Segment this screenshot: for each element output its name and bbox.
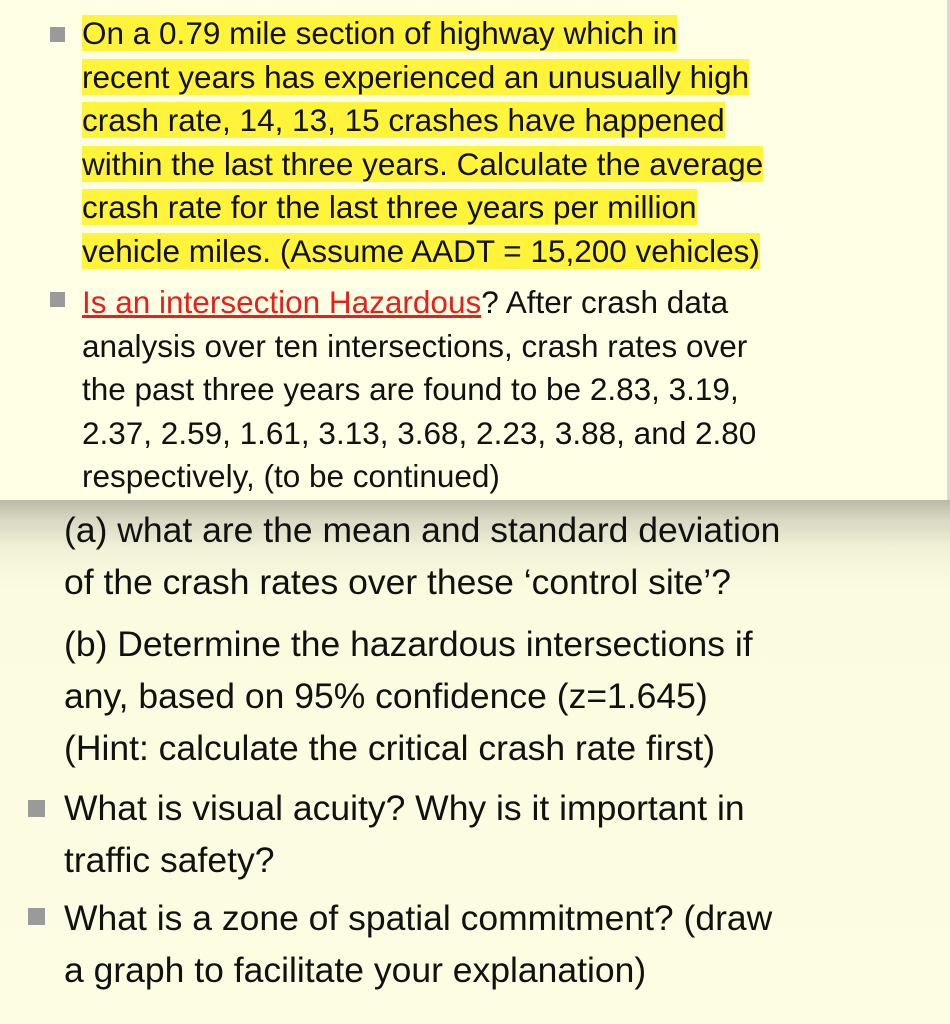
- bullet-square-icon: [50, 27, 65, 42]
- text-fragment: ? After crash data: [481, 284, 729, 320]
- sub-question-a: [64, 504, 780, 608]
- hazardous-intersection-link[interactable]: Is an intersection Hazardous: [82, 284, 482, 320]
- highlighted-line: On a 0.79 mile section of highway which in: [82, 15, 678, 51]
- highlighted-line: crash rate for the last three years per million: [82, 189, 697, 225]
- highlighted-line: recent years has experienced an unusually high: [82, 58, 750, 95]
- text-line: What is visual acuity? Why is it important in: [64, 788, 745, 828]
- question-visual-acuity: [64, 782, 745, 886]
- text-line: the past three years are found to be 2.83, 3.19,: [82, 371, 739, 407]
- bullet-square-icon: [28, 908, 45, 925]
- text-line: (b) Determine the hazardous intersections if: [64, 624, 753, 664]
- highlighted-line: vehicle miles. (Assume AADT = 15,200 vehicles): [82, 232, 760, 269]
- text-line: respectively, (to be continued): [82, 458, 500, 494]
- highlighted-line: crash rate, 14, 13, 15 crashes have happened: [82, 102, 725, 138]
- text-line: of the crash rates over these ‘control site’?: [64, 562, 731, 602]
- question-spatial-commitment: [64, 892, 772, 996]
- text-line: a graph to facilitate your explanation): [64, 950, 647, 990]
- bullet-square-icon: [28, 800, 45, 817]
- text-line: What is a zone of spatial commitment? (draw: [64, 898, 773, 938]
- highlighted-line: within the last three years. Calculate the average: [82, 145, 764, 182]
- text-line: traffic safety?: [64, 840, 275, 880]
- question-hazardous-intersection: [82, 281, 756, 499]
- text-line: (a) what are the mean and standard deviation: [64, 510, 781, 550]
- top-slide-panel: [0, 0, 950, 500]
- text-line: 2.37, 2.59, 1.61, 3.13, 3.68, 2.23, 3.88, and 2.80: [82, 414, 757, 451]
- text-line: any, based on 95% confidence (z=1.645): [64, 676, 708, 716]
- text-line: (Hint: calculate the critical crash rate first): [64, 728, 716, 768]
- text-line: analysis over ten intersections, crash rates over: [82, 327, 748, 364]
- sub-question-b: [64, 618, 753, 774]
- bottom-slide-panel: [0, 500, 950, 1024]
- question-crash-rate: [82, 12, 763, 273]
- bullet-square-icon: [50, 292, 65, 307]
